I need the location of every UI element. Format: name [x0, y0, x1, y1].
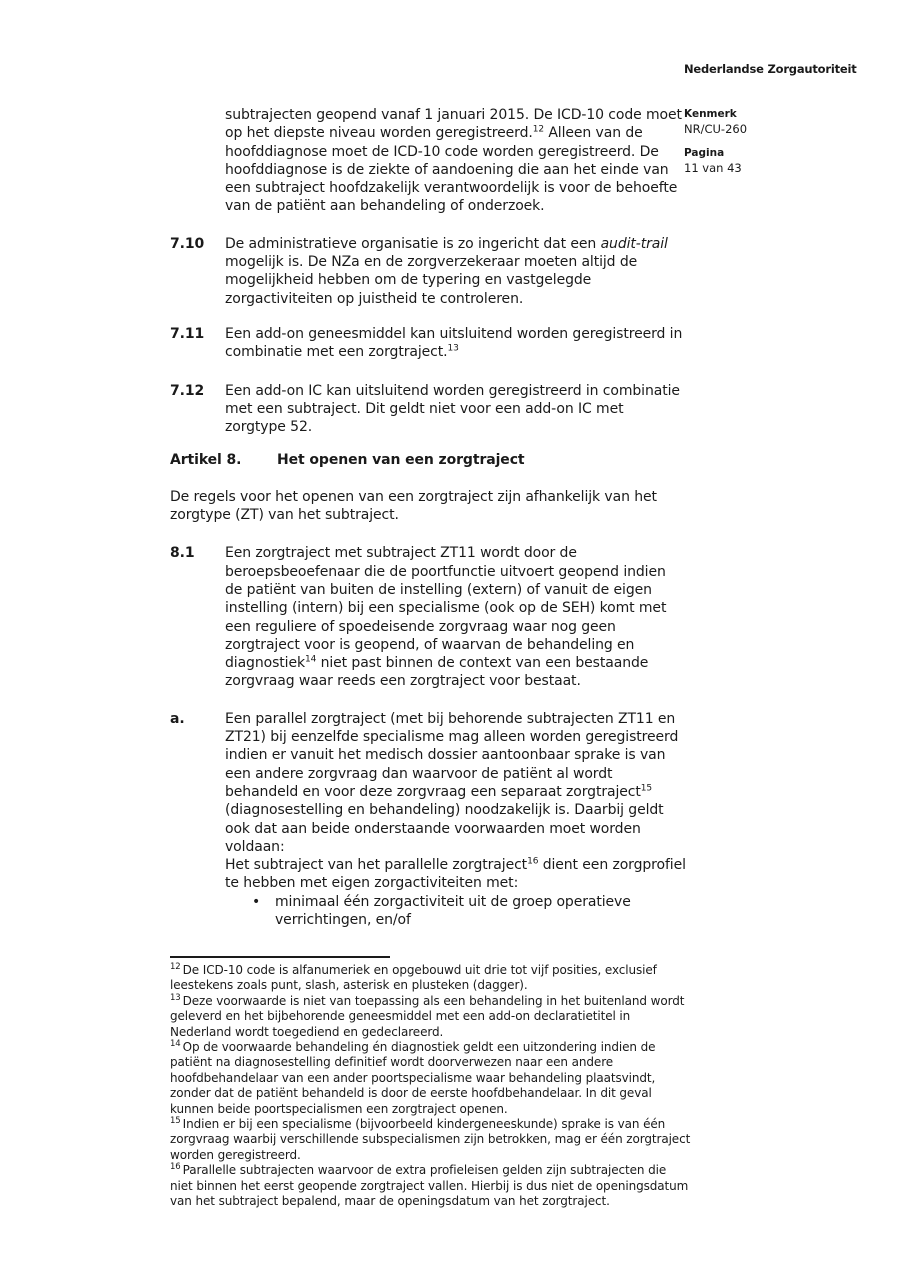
bullet-text: minimaal één zorgactiviteit uit de groep operatieve verrichtingen, en/of — [275, 893, 631, 928]
section-number: 7.12 — [170, 382, 205, 399]
section-text: Een add-on geneesmiddel kan uitsluitend worden geregistreerd in combinatie met een zorgtraject.$^{13}$ — [225, 325, 683, 361]
section-8-1 — [170, 544, 686, 690]
kenmerk-value: NR/CU-260 — [684, 122, 748, 136]
section-a-paragraph: Een parallel zorgtraject (met bij behorende subtrajecten ZT11 en ZT21) bij eenzelfde specialisme mag alleen worden geregistreerd indien er vanuit het medisch dossier aantoonbaar sprake is van een andere zorgvraag dan waarvoor de patiënt al wordt behandeld en voor deze zorgvraag een separaat zorgtraject$^{15}$ (diagnosestelling en behandeling) noodzakelijk is. Daarbij geldt ook dat aan beide onderstaande voorwaarden moet worden voldaan: Het subtraject van het parallelle zorgtraject$^{16}$ dient een zorgprofiel te hebben met eigen zorgactiviteiten met: — [225, 710, 686, 892]
bullet-item — [225, 893, 686, 930]
footnote-text: Parallelle subtrajecten waarvoor de extra profieleisen gelden zijn subtrajecten die niet binnen het eerst geopende zorgtraject vallen. Hierbij is dus niet de openingsdatum van het subtraject bepalend, maar de openingsdatum van het zorgtraject. — [170, 1163, 689, 1209]
section-7-12 — [170, 382, 686, 437]
footnote-text: Deze voorwaarde is niet van toepassing als een behandeling in het buitenland wordt geleverd en het bijbehorende geneesmiddel met een add-on declaratietitel in Nederland wordt toegediend en gedeclareerd. — [170, 993, 685, 1039]
footnotes-block — [170, 956, 692, 1210]
section-letter: a. — [170, 710, 185, 727]
article-label: Artikel 8. — [170, 452, 242, 469]
section-number: 7.10 — [170, 235, 205, 252]
page-meta — [684, 107, 747, 185]
footnote — [170, 1163, 692, 1209]
footnote — [170, 1117, 692, 1163]
kenmerk-label: Kenmerk — [684, 108, 737, 120]
pagina-value: 11 van 43 — [684, 161, 742, 175]
section-7-10 — [170, 235, 686, 308]
section-a — [170, 710, 686, 930]
article-title: Het openen van een zorgtraject — [277, 452, 525, 469]
bullet-icon: • — [252, 893, 261, 910]
footnote-number: 14 — [170, 1039, 181, 1050]
paragraph-regels: De regels voor het openen van een zorgtraject zijn afhankelijk van het zorgtype (ZT) van het subtraject. — [170, 488, 657, 524]
footnote-text: Op de voorwaarde behandeling én diagnostiek geldt een uitzondering indien de patiënt na diagnosestelling definitief wordt doorverwezen naar een andere hoofdbehandelaar van een ander poortspecialisme waar behandeling plaatsvindt, zonder dat de patiënt behandeld is door de eerste hoofdbehandelaar. In dit geval kunnen beide poortspecialismen een zorgtraject openen. — [170, 1040, 656, 1116]
pagina-label: Pagina — [684, 147, 725, 159]
section-number: 7.11 — [170, 325, 205, 342]
article-8-heading — [170, 451, 686, 469]
footnote-text: Indien er bij een specialisme (bijvoorbeeld kindergeneeskunde) sprake is van één zorgvraag waarbij verschillende subspecialismen zijn betrokken, mag er één zorgtraject worden geregistreerd. — [170, 1117, 691, 1162]
footnote-number: 12 — [170, 962, 181, 972]
section-text: Een zorgtraject met subtraject ZT11 wordt door de beroepsbeoefenaar die de poortfunctie uitvoert geopend indien de patiënt van buiten de instelling (extern) of vanuit de eigen instelling (intern) bij een specialisme (ook op de SEH) komt met een reguliere of spoedeisende zorgvraag waar nog geen zorgtraject voor is geopend, of waarvan de behandeling en diagnostiek$^{14}$ niet past binnen de context van een bestaande zorgvraag waar reeds een zorgtraject voor bestaat. — [225, 545, 667, 690]
organization-name: Nederlandse Zorgautoriteit — [684, 62, 857, 76]
footnote-text: De ICD-10 code is alfanumeriek en opgebouwd uit drie tot vijf posities, exclusief leestekens zoals punt, slash, asterisk en plusteken (dagger). — [170, 963, 657, 993]
section-text — [225, 710, 686, 930]
footnote-number: 15 — [170, 1116, 181, 1127]
footnote-number: 16 — [170, 1162, 181, 1173]
footnote-number: 13 — [170, 992, 181, 1003]
main-text-column — [170, 106, 686, 929]
section-text: De administratieve organisatie is zo ingericht dat een audit-trail mogelijk is. De NZa en de zorgverzekeraar moeten altijd de mogelijkheid hebben om de typering en vastgelegde zorgactiviteiten op juistheid te controleren. — [225, 235, 668, 307]
section-text: Een add-on IC kan uitsluitend worden geregistreerd in combinatie met een subtraject. Dit geldt niet voor een add-on IC met zorgtype 52. — [225, 382, 680, 436]
footnote-separator — [170, 956, 390, 958]
footnote — [170, 963, 692, 994]
section-number: 8.1 — [170, 545, 195, 562]
section-7-11 — [170, 325, 686, 362]
footnote — [170, 994, 692, 1040]
paragraph-intro: subtrajecten geopend vanaf 1 januari 2015. De ICD-10 code moet op het diepste niveau worden geregistreerd.$^{12}$ Alleen van de hoofddiagnose moet de ICD-10 code worden geregistreerd. De hoofddiagnose is de ziekte of aandoening die aan het einde van een subtraject hoofdzakelijk verantwoordelijk is voor de behoefte van de patiënt aan behandeling of onderzoek. — [225, 107, 682, 215]
footnote — [170, 1040, 692, 1117]
